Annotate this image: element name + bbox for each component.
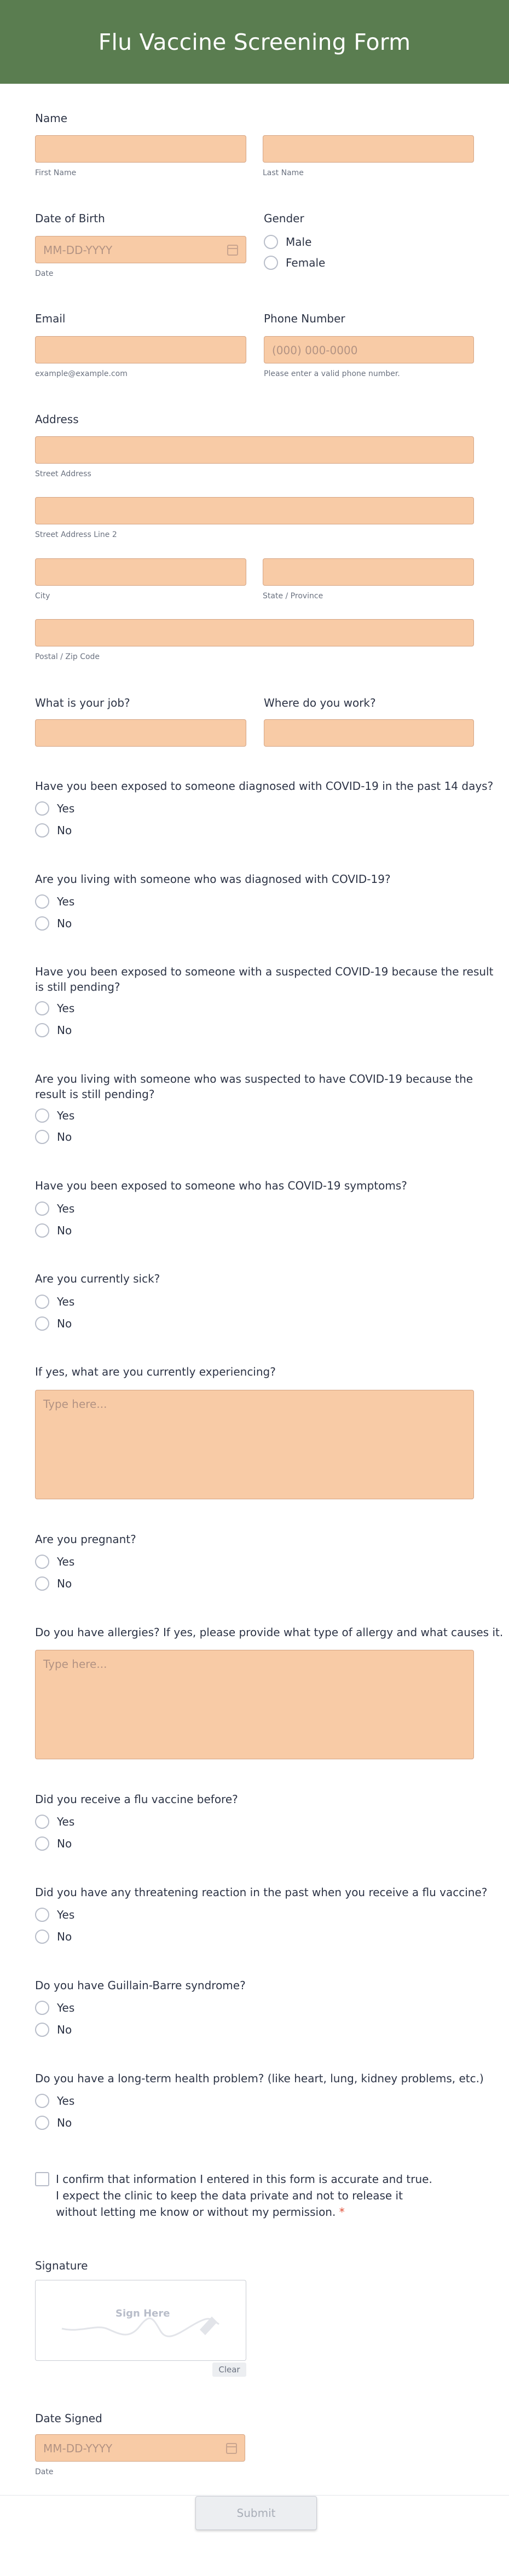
yes-label: Yes xyxy=(57,1002,75,1015)
date-signed-sublabel: Date xyxy=(35,2468,54,2476)
no-label: No xyxy=(57,1130,72,1143)
required-mark: * xyxy=(339,2205,345,2219)
question-label: Have you been exposed to someone diagnosed with COVID-19 in the past 14 days? xyxy=(35,779,494,793)
email-label: Email xyxy=(35,312,66,325)
q3-yes[interactable] xyxy=(35,1001,74,1015)
street-address-2-sublabel: Street Address Line 2 xyxy=(35,530,117,539)
signature-sketch-icon xyxy=(36,2280,247,2361)
yes-label: Yes xyxy=(57,802,75,815)
calendar-icon[interactable] xyxy=(227,245,238,256)
yes-label: Yes xyxy=(57,1908,75,1921)
email-sublabel: example@example.com xyxy=(35,369,128,378)
yes-label: Yes xyxy=(57,1295,75,1308)
confirm-checkbox[interactable] xyxy=(35,2172,49,2186)
no-label: No xyxy=(57,2116,72,2129)
footer-divider xyxy=(0,2495,509,2496)
street-address-sublabel: Street Address xyxy=(35,470,91,478)
radio-button[interactable] xyxy=(264,235,278,249)
confirm-text xyxy=(56,2171,439,2220)
q3-no[interactable] xyxy=(35,1023,72,1037)
gender-option-female[interactable] xyxy=(264,256,325,270)
question-label-line2: is still pending? xyxy=(35,980,120,994)
no-label: No xyxy=(57,1224,72,1237)
postal-sublabel: Postal / Zip Code xyxy=(35,652,100,661)
postal-input[interactable] xyxy=(35,619,474,646)
first-name-input[interactable] xyxy=(35,135,246,163)
state-input[interactable] xyxy=(263,558,474,586)
date-signed-placeholder: MM-DD-YYYY xyxy=(43,2442,113,2455)
clear-signature-button[interactable]: Clear xyxy=(212,2363,246,2377)
city-sublabel: City xyxy=(35,592,50,600)
q2-yes[interactable] xyxy=(35,894,74,909)
question-label: Do you have Guillain-Barre syndrome? xyxy=(35,1979,246,1992)
q4-yes[interactable] xyxy=(35,1108,74,1123)
confirm-statement: I confirm that information I entered in this form is accurate and true. I expect the clinic to keep the data private and not to release it without letting me know or without my permission. xyxy=(56,2173,432,2219)
question-label: Have you been exposed to someone with a suspected COVID-19 because the result xyxy=(35,965,494,978)
form-title: Flu Vaccine Screening Form xyxy=(98,28,411,55)
radio-button[interactable] xyxy=(35,1108,49,1123)
flu-before-yes[interactable] xyxy=(35,1815,74,1829)
question-label: Are you living with someone who was diagnosed with COVID-19? xyxy=(35,873,391,886)
radio-button[interactable] xyxy=(35,1555,49,1569)
no-label: No xyxy=(57,1577,72,1590)
longterm-yes[interactable] xyxy=(35,2094,74,2108)
radio-button[interactable] xyxy=(35,1576,49,1591)
no-label: No xyxy=(57,1837,72,1850)
textarea-placeholder: Type here... xyxy=(43,1397,107,1411)
q5-no[interactable] xyxy=(35,1223,72,1238)
radio-button[interactable] xyxy=(35,2094,49,2108)
phone-label: Phone Number xyxy=(264,312,345,325)
no-label: No xyxy=(57,1930,72,1943)
flu-before-no[interactable] xyxy=(35,1836,72,1851)
longterm-no[interactable] xyxy=(35,2116,72,2130)
allergies-label: Do you have allergies? If yes, please provide what type of allergy and what causes it. xyxy=(35,1626,504,1639)
radio-button[interactable] xyxy=(35,1130,49,1144)
radio-button[interactable] xyxy=(35,1001,49,1015)
form-header xyxy=(0,0,509,84)
radio-button[interactable] xyxy=(35,1930,49,1944)
submit-button[interactable]: Submit xyxy=(195,2496,317,2530)
radio-button[interactable] xyxy=(35,1316,49,1331)
radio-button[interactable] xyxy=(35,1836,49,1851)
yes-label: Yes xyxy=(57,2094,75,2107)
radio-button[interactable] xyxy=(35,2001,49,2015)
city-input[interactable] xyxy=(35,558,246,586)
gbs-yes[interactable] xyxy=(35,2001,74,2015)
yes-label: Yes xyxy=(57,1555,75,1568)
yes-label: Yes xyxy=(57,1202,75,1215)
radio-button[interactable] xyxy=(35,1815,49,1829)
email-input[interactable] xyxy=(35,336,246,363)
yes-label: Yes xyxy=(57,1109,75,1122)
experiencing-textarea[interactable] xyxy=(35,1390,474,1499)
phone-placeholder: (000) 000-0000 xyxy=(272,344,358,357)
q5-yes[interactable] xyxy=(35,1202,74,1216)
last-name-input[interactable] xyxy=(263,135,474,163)
reaction-no[interactable] xyxy=(35,1930,72,1944)
question-label-line2: result is still pending? xyxy=(35,1088,155,1101)
radio-button[interactable] xyxy=(35,2023,49,2037)
job-input[interactable] xyxy=(35,719,246,747)
dob-placeholder: MM-DD-YYYY xyxy=(43,244,113,257)
radio-button[interactable] xyxy=(35,1023,49,1037)
radio-button[interactable] xyxy=(35,1202,49,1216)
radio-button[interactable] xyxy=(35,801,49,816)
first-name-sublabel: First Name xyxy=(35,169,77,177)
no-label: No xyxy=(57,1317,72,1330)
no-label: No xyxy=(57,2023,72,2036)
gender-label: Gender xyxy=(264,212,304,225)
question-label: Are you currently sick? xyxy=(35,1272,160,1285)
q6-no[interactable] xyxy=(35,1316,72,1331)
reaction-yes[interactable] xyxy=(35,1908,74,1922)
q1-no[interactable] xyxy=(35,823,72,838)
no-label: No xyxy=(57,1024,72,1037)
q6-yes[interactable] xyxy=(35,1295,74,1309)
work-label: Where do you work? xyxy=(264,696,376,709)
no-label: No xyxy=(57,917,72,930)
radio-button[interactable] xyxy=(35,916,49,931)
calendar-icon[interactable] xyxy=(226,2443,237,2454)
question-label: Have you been exposed to someone who has COVID-19 symptoms? xyxy=(35,1179,407,1192)
gender-female-label: Female xyxy=(286,256,326,269)
radio-button[interactable] xyxy=(35,894,49,909)
allergies-textarea[interactable] xyxy=(35,1650,474,1759)
textarea-placeholder: Type here... xyxy=(43,1657,107,1671)
gender-option-male[interactable] xyxy=(264,235,311,249)
pregnant-yes[interactable] xyxy=(35,1555,74,1569)
sign-here-text: Sign Here xyxy=(115,2308,170,2319)
yes-label: Yes xyxy=(57,895,75,908)
state-sublabel: State / Province xyxy=(263,592,323,600)
job-label: What is your job? xyxy=(35,696,130,709)
yes-label: Yes xyxy=(57,2001,75,2014)
gender-male-label: Male xyxy=(286,235,312,249)
question-label: Do you have a long-term health problem? (like heart, lung, kidney problems, etc.) xyxy=(35,2072,484,2085)
radio-button[interactable] xyxy=(35,823,49,838)
radio-button[interactable] xyxy=(35,1295,49,1309)
phone-input[interactable] xyxy=(264,336,474,363)
work-input[interactable] xyxy=(264,719,474,747)
street-address-input[interactable] xyxy=(35,436,474,464)
pregnant-label: Are you pregnant? xyxy=(35,1533,136,1546)
dob-sublabel: Date xyxy=(35,269,54,278)
name-label: Name xyxy=(35,112,68,125)
address-label: Address xyxy=(35,413,79,426)
radio-button[interactable] xyxy=(264,256,278,270)
phone-sublabel: Please enter a valid phone number. xyxy=(264,369,400,378)
last-name-sublabel: Last Name xyxy=(263,169,304,177)
signature-pad[interactable] xyxy=(35,2280,246,2361)
q2-no[interactable] xyxy=(35,916,72,931)
radio-button[interactable] xyxy=(35,1908,49,1922)
dob-label: Date of Birth xyxy=(35,212,105,225)
question-label: Did you have any threatening reaction in the past when you receive a flu vaccine? xyxy=(35,1886,488,1899)
question-label: Are you living with someone who was suspected to have COVID-19 because the xyxy=(35,1072,473,1085)
radio-button[interactable] xyxy=(35,2116,49,2130)
pregnant-no[interactable] xyxy=(35,1576,72,1591)
gbs-no[interactable] xyxy=(35,2023,72,2037)
date-signed-label: Date Signed xyxy=(35,2412,102,2425)
radio-button[interactable] xyxy=(35,1223,49,1238)
signature-label: Signature xyxy=(35,2259,88,2272)
question-label: Did you receive a flu vaccine before? xyxy=(35,1793,238,1806)
q4-no[interactable] xyxy=(35,1130,72,1144)
no-label: No xyxy=(57,824,72,837)
experiencing-label: If yes, what are you currently experiencing? xyxy=(35,1365,276,1378)
yes-label: Yes xyxy=(57,1815,75,1828)
street-address-2-input[interactable] xyxy=(35,497,474,524)
date-signed-input[interactable] xyxy=(35,2434,245,2462)
dob-input[interactable] xyxy=(35,236,246,263)
q1-yes[interactable] xyxy=(35,801,74,816)
